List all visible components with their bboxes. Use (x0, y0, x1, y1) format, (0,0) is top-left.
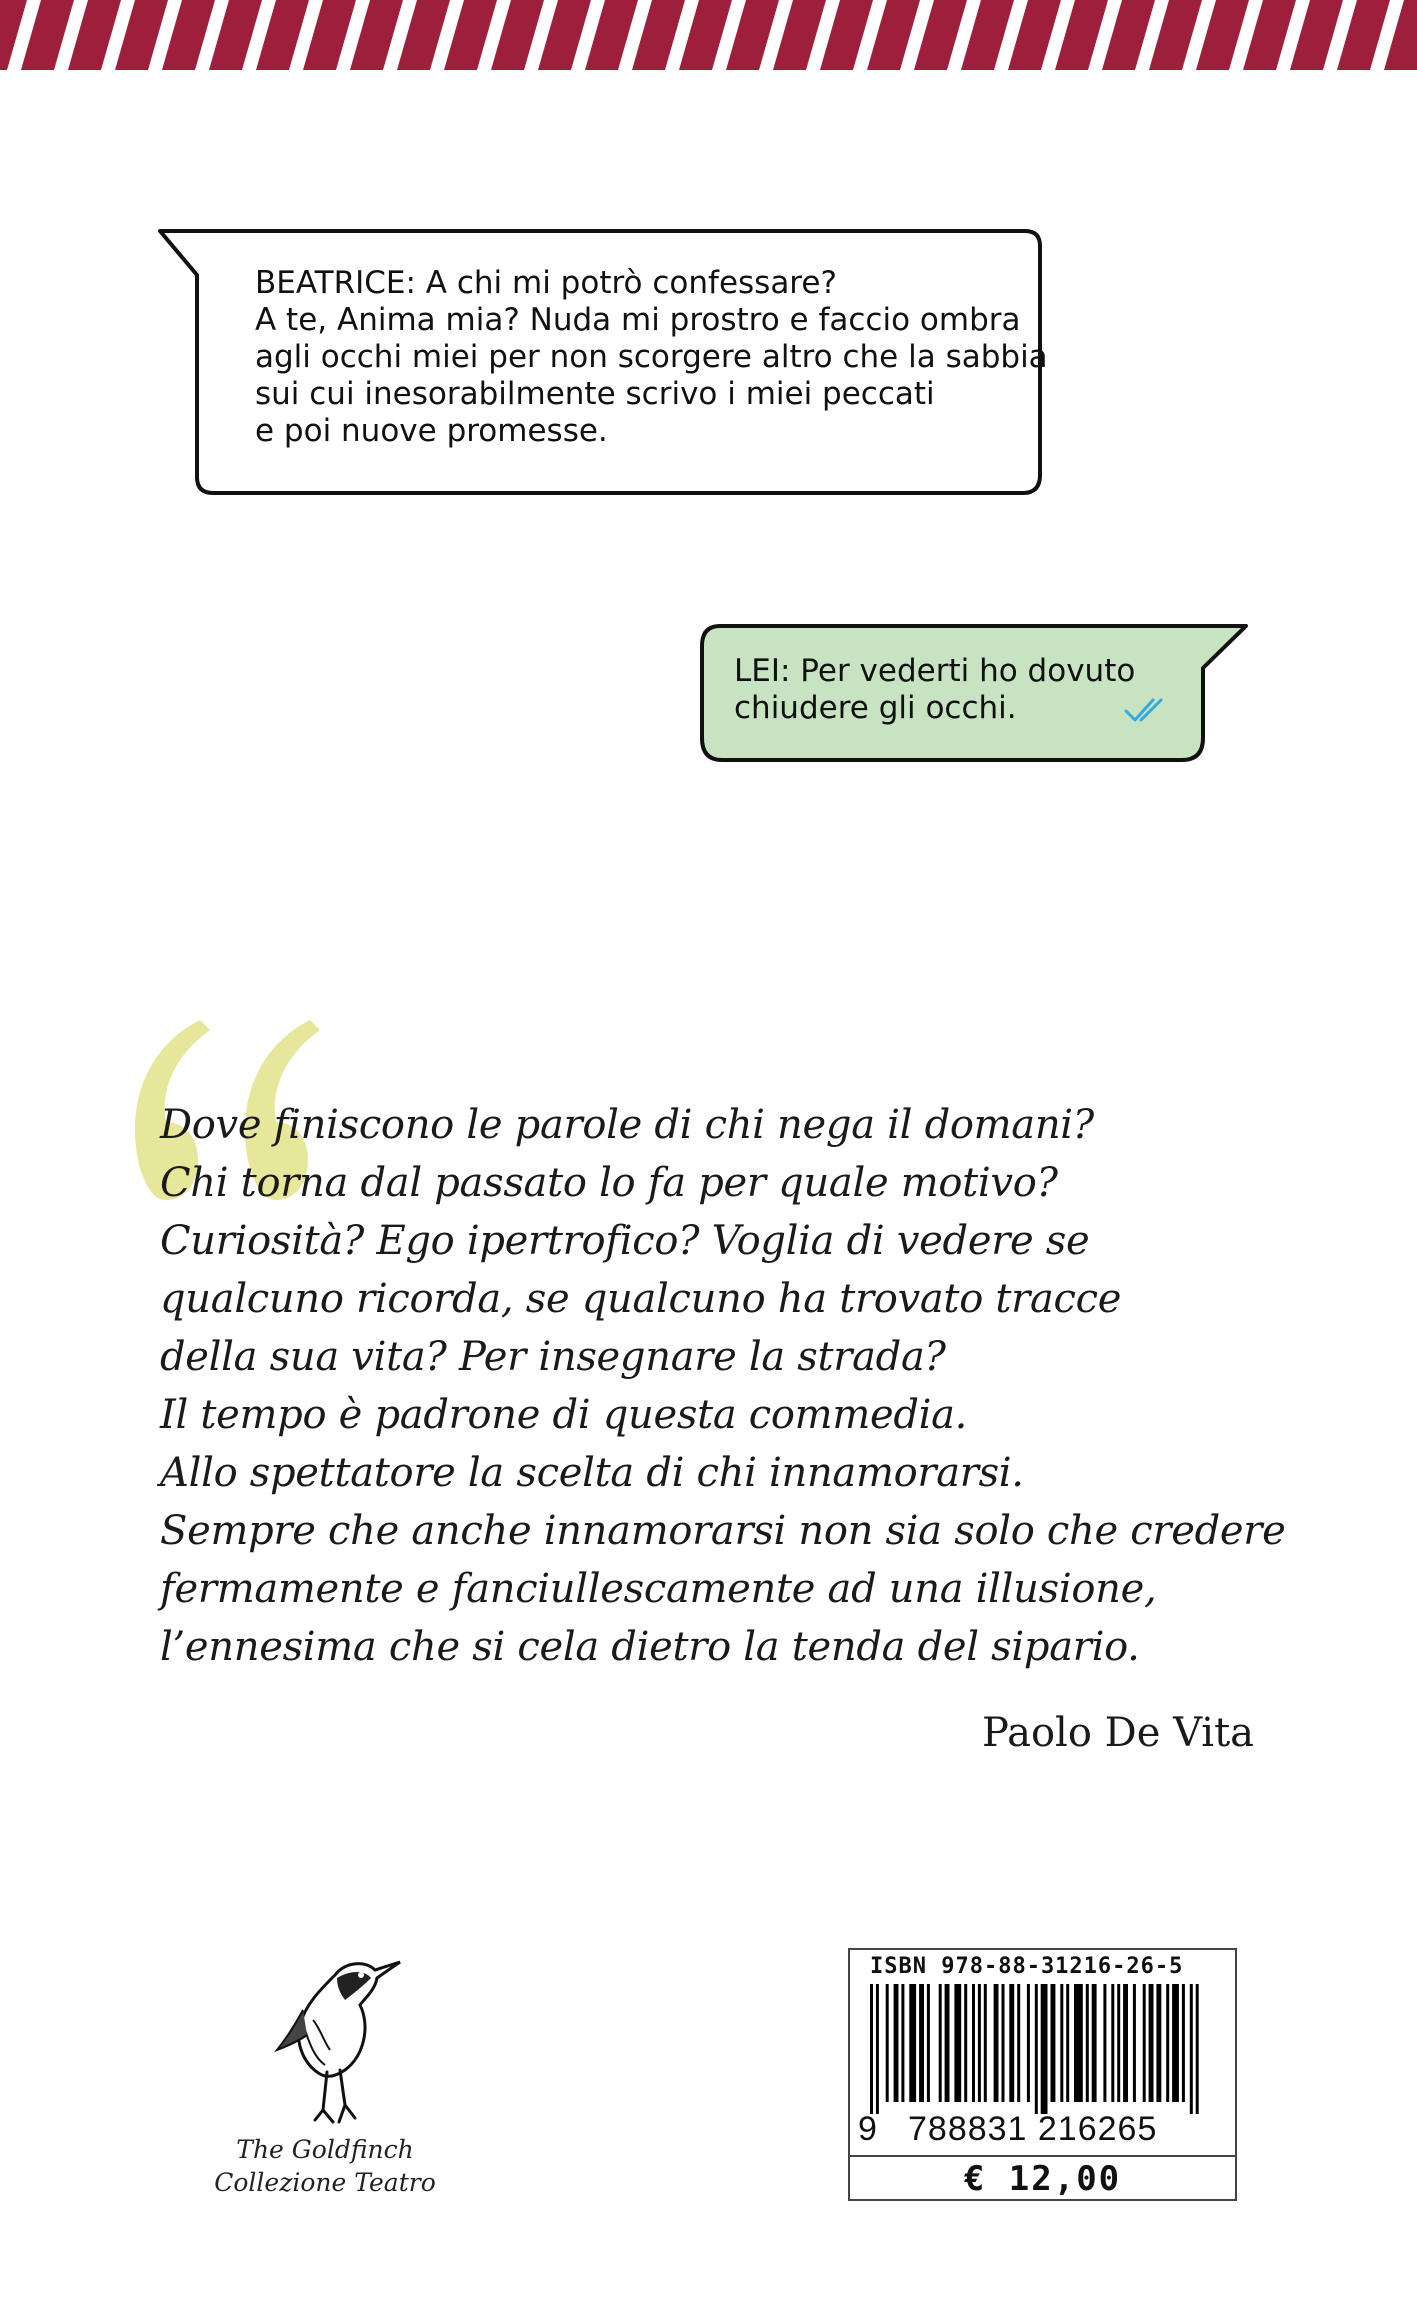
barcode-bar (1092, 1984, 1097, 2102)
quote-line: fermamente e fanciullescamente ad una illusione, (160, 1566, 1157, 1612)
quote-line: qualcuno ricorda, se qualcuno ha trovato tracce (160, 1276, 1122, 1322)
barcode-bar (945, 1984, 950, 2102)
barcode-bar (1123, 1984, 1128, 2102)
barcode-bar (1041, 1984, 1048, 2114)
barcode-bar (1182, 1984, 1185, 2102)
barcode-bar (1196, 1984, 1199, 2114)
barcode-bar (984, 1984, 987, 2102)
barcode-bar (1074, 1984, 1083, 2102)
barcode-bar (1017, 1984, 1020, 2102)
bubble-line: LEI: Per vederti ho dovuto (734, 653, 1136, 689)
barcode-bar (901, 1984, 904, 2102)
bubble-line: sui cui inesorabilmente scrivo i miei peccati (255, 376, 935, 412)
quote-line: Dove finiscono le parole di chi nega il domani? (160, 1102, 1094, 1148)
barcode-bar (1066, 1984, 1069, 2102)
top-stripe-border (0, 0, 1417, 70)
bubble-line: A te, Anima mia? Nuda mi prostro e faccio ombra (255, 302, 1021, 338)
barcode-bar (909, 1984, 916, 2102)
barcode-bar (1002, 1984, 1005, 2102)
barcode-bar (919, 1984, 924, 2102)
speech-bubble-beatrice (155, 225, 1048, 500)
barcode-bar (1172, 1984, 1179, 2102)
bubble-line: BEATRICE: A chi mi potrò confessare? (255, 265, 837, 301)
barcode-bar (894, 1984, 899, 2102)
quote-line: Sempre che anche innamorarsi non sia solo che credere (160, 1508, 1286, 1554)
bubble-line: e poi nuove promesse. (255, 413, 608, 449)
speech-bubble-lei (698, 620, 1258, 765)
barcode-bar (1149, 1984, 1154, 2102)
barcode-bar (1190, 1984, 1193, 2114)
isbn-barcode (848, 1948, 1237, 2201)
barcode-bar (939, 1984, 942, 2102)
barcode-bar (1111, 1984, 1114, 2102)
publisher-name: The Goldfinch (236, 2135, 414, 2164)
barcode-bar (1051, 1984, 1056, 2102)
back-cover-quote (160, 1096, 1285, 1676)
barcode-bar (994, 1984, 999, 2102)
isbn-number: ISBN 978-88-31216-26-5 (870, 1954, 1184, 1979)
quote-line: Allo spettatore la scelta di chi innamorarsi. (160, 1450, 1024, 1496)
bubble-beatrice-text (255, 265, 1048, 450)
barcode-bar (964, 1984, 967, 2102)
barcode-bar (886, 1984, 889, 2102)
quote-line: Chi torna dal passato lo fa per quale motivo? (160, 1160, 1058, 1206)
barcode-bar (927, 1984, 930, 2102)
price-label: € 12,00 (963, 2159, 1122, 2199)
ean-first-digit: 9 (858, 2110, 877, 2148)
barcode-bar (870, 1984, 873, 2114)
barcode-bars (870, 1984, 1215, 2114)
bubble-line: agli occhi miei per non scorgere altro che la sabbia (255, 339, 1048, 375)
double-check-icon (1123, 695, 1173, 725)
barcode-bar (1027, 1984, 1030, 2102)
barcode-bar (1117, 1984, 1120, 2102)
barcode-bar (978, 1984, 981, 2102)
barcode-bar (1156, 1984, 1161, 2102)
price-row (850, 2155, 1235, 2201)
barcode-bar (1166, 1984, 1169, 2102)
quote-line: Curiosità? Ego ipertrofico? Voglia di vedere se (160, 1218, 1090, 1264)
quote-line: l’ennesima che si cela dietro la tenda del sipario. (160, 1624, 1140, 1670)
publisher-imprint (200, 2133, 450, 2199)
barcode-bar (1143, 1984, 1146, 2102)
goldfinch-bird-icon (265, 1950, 405, 2135)
barcode-bar (876, 1984, 879, 2114)
barcode-bar (1086, 1984, 1089, 2102)
bubble-lei-text (734, 653, 1135, 727)
barcode-bar (1009, 1984, 1014, 2102)
barcode-bar (1035, 1984, 1038, 2114)
barcode-bar (972, 1984, 975, 2102)
collection-name: Collezione Teatro (214, 2168, 436, 2197)
barcode-bar (954, 1984, 961, 2102)
quote-author: Paolo De Vita (982, 1710, 1254, 1756)
ean-digits: 788831 216265 (908, 2110, 1158, 2148)
quote-line: Il tempo è padrone di questa commedia. (160, 1392, 968, 1438)
quote-line: della sua vita? Per insegnare la strada? (160, 1334, 946, 1380)
barcode-bar (1060, 1984, 1063, 2102)
barcode-bar (1133, 1984, 1136, 2102)
bubble-line: chiudere gli occhi. (734, 690, 1017, 726)
barcode-bar (1103, 1984, 1106, 2102)
